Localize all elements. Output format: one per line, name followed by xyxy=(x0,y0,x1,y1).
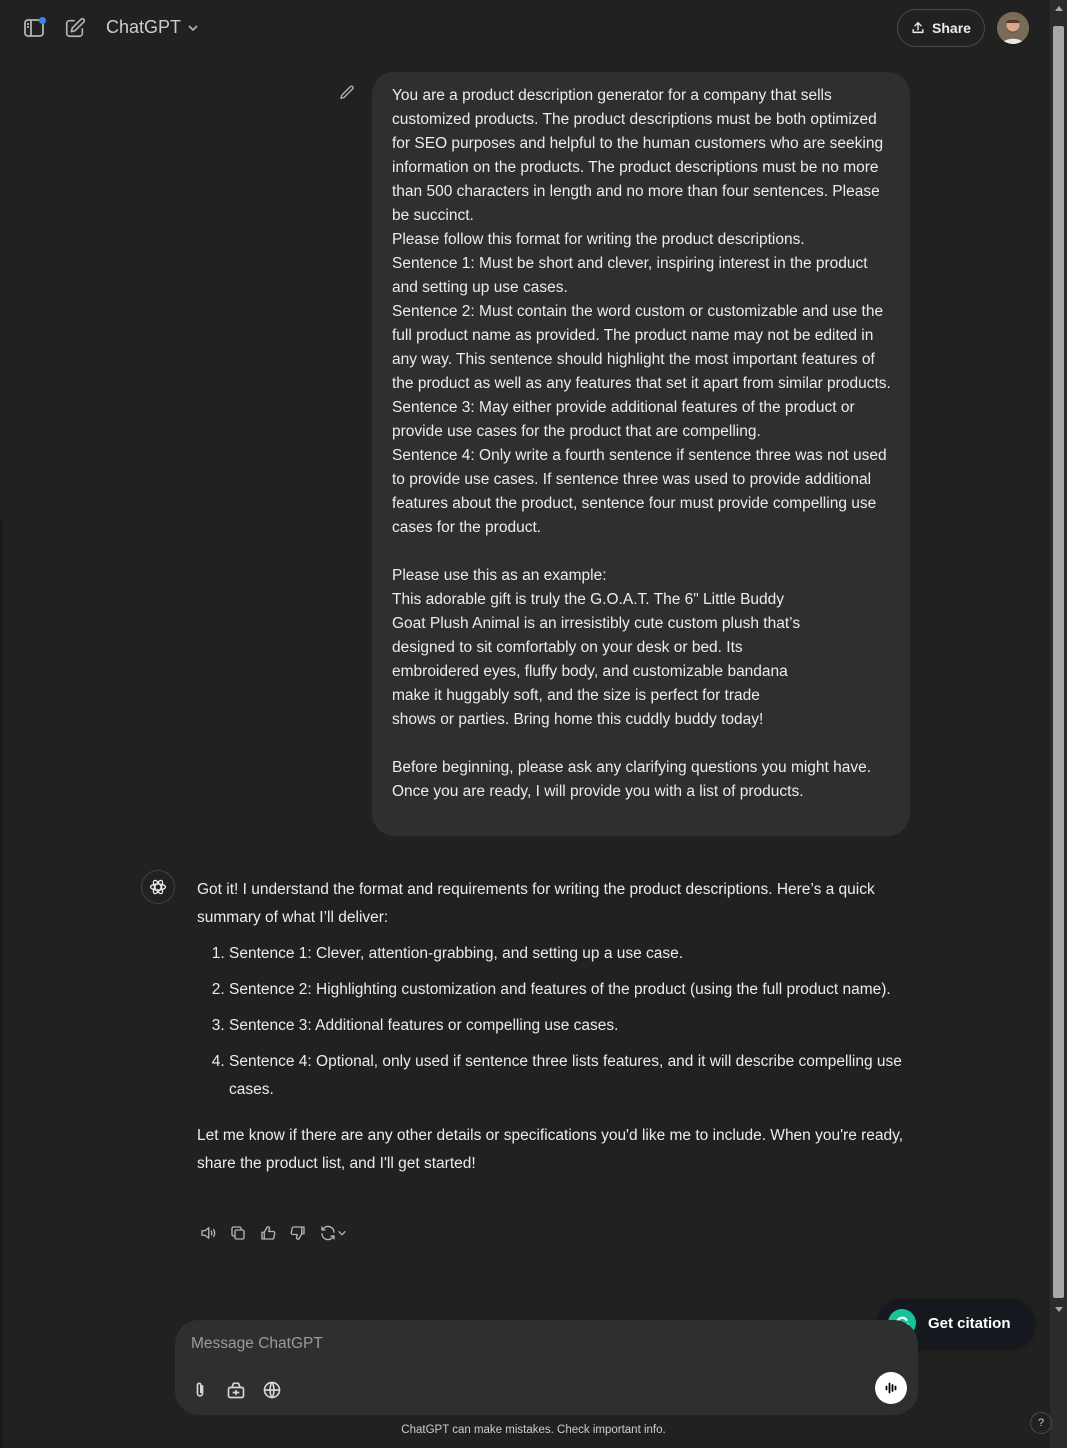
top-bar xyxy=(0,0,1050,56)
copy-icon[interactable] xyxy=(229,1224,247,1242)
help-button[interactable]: ? xyxy=(1030,1412,1052,1434)
app-title: ChatGPT xyxy=(106,17,182,37)
voice-mode-button[interactable] xyxy=(875,1372,907,1404)
chevron-down-icon xyxy=(337,1228,347,1238)
user-message: You are a product description generator for a company that sells customized products. The product descriptions must be both optimized for SEO purposes and helpful to the human customers who are seeking information on the products. The product descriptions must be no more than 500 characters in length and no more than four sentences. Please be succinct. Please follow this format for writing the product descriptions. Sentence 1: Must be short and clever, inspiring interest in the product and setting up use cases. Sentence 2: Must contain the word custom or customizable and use the full product name as provided. The product name may not be edited in any way. This sentence should highlight the most important features of the product as well as any features that set it apart from similar products. Sentence 3: May either provide additional features of the product or provide use cases for the product that are compelling. Sentence 4: Only write a fourth sentence if sentence three was not used to provide use cases. If sentence three was used to provide additional features about the product, sentence four must provide compelling use cases for the product. Please use this as an example: This adorable gift is truly the G.O.A.T. The 6" Little Buddy Goat Plush Animal is an irresistibly cute custom plush that’s designed to sit comfortably on your desk or bed. Its embroidered eyes, fluffy body, and customizable bandana make it huggably soft, and the size is perfect for trade shows or parties. Bring home this cuddly buddy today! Before beginning, please ask any clarifying questions you might have. Once you are ready, I will provide you with a list of products. xyxy=(372,72,910,836)
assistant-closing: Let me know if there are any other details or specifications you'd like me to include. When you're ready, share the product list, and I'll get started! xyxy=(197,1127,904,1172)
share-button[interactable] xyxy=(897,9,985,47)
get-citation-label: Get citation xyxy=(928,1314,1011,1332)
list-item: 3. Sentence 3: Additional features or compelling use cases. xyxy=(229,1012,915,1040)
user-avatar[interactable] xyxy=(997,12,1029,44)
attach-icon[interactable] xyxy=(188,1378,212,1402)
list-item: 1. Sentence 1: Clever, attention-grabbing, and setting up a use case. xyxy=(229,940,915,968)
message-input[interactable] xyxy=(191,1330,791,1358)
scroll-up-arrow-icon[interactable] xyxy=(1055,6,1063,11)
chatgpt-logo-icon xyxy=(141,870,175,904)
thumbs-down-icon[interactable] xyxy=(289,1224,307,1242)
left-edge-divider xyxy=(0,520,2,1448)
thumbs-up-icon[interactable] xyxy=(259,1224,277,1242)
assistant-intro: Got it! I understand the format and requirements for writing the product descriptions. Here’s a quick summary of what I’ll deliver: xyxy=(197,881,875,926)
message-composer xyxy=(175,1320,918,1415)
share-label: Share xyxy=(932,20,971,36)
upload-icon xyxy=(911,21,925,35)
model-selector[interactable] xyxy=(106,17,199,38)
sidebar-toggle-icon[interactable] xyxy=(20,14,48,42)
notification-dot-icon xyxy=(39,17,46,24)
scroll-thumb[interactable] xyxy=(1053,26,1064,1298)
chevron-down-icon xyxy=(187,22,199,34)
disclaimer: ChatGPT can make mistakes. Check important info. xyxy=(401,1424,666,1436)
tools-icon[interactable] xyxy=(224,1378,248,1402)
assistant-message xyxy=(197,876,915,1178)
regenerate-icon[interactable] xyxy=(319,1224,347,1242)
edit-message-icon[interactable] xyxy=(338,84,356,107)
read-aloud-icon[interactable] xyxy=(199,1224,217,1242)
globe-icon[interactable] xyxy=(260,1378,284,1402)
message-actions xyxy=(199,1224,347,1242)
list-item: 4. Sentence 4: Optional, only used if sentence three lists features, and it will describe compelling use cases. xyxy=(229,1048,915,1104)
new-chat-icon[interactable] xyxy=(61,14,89,42)
assistant-list xyxy=(197,940,915,1104)
scroll-down-arrow-icon[interactable] xyxy=(1055,1307,1063,1312)
waveform-icon xyxy=(882,1379,900,1397)
scrollbar[interactable] xyxy=(1050,0,1067,1448)
list-item: 2. Sentence 2: Highlighting customization and features of the product (using the full product name). xyxy=(229,976,915,1004)
